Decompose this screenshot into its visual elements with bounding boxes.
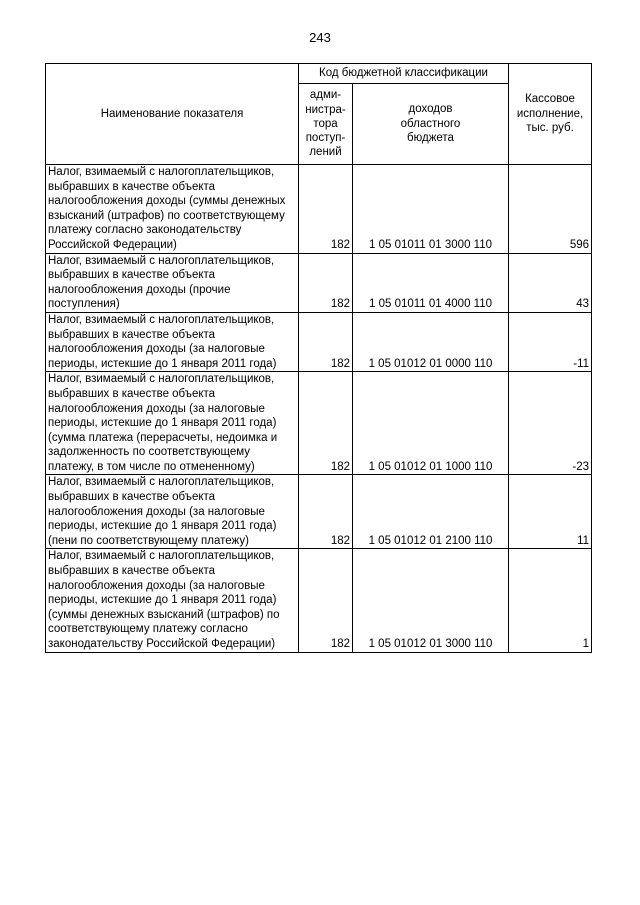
- indicator-name-cell: Налог, взимаемый с налогоплательщиков, выбравших в качестве объекта налогообложения доходы (суммы денежных взысканий (штрафов) по соответствующему платежу согласно законодательству Российской Федерации): [46, 165, 299, 254]
- admin-code-cell: 182: [299, 475, 353, 549]
- amount-cell: 43: [509, 253, 592, 312]
- table-row: [46, 475, 592, 549]
- amount-cell: 596: [509, 165, 592, 254]
- income-code-cell: 1 05 01012 01 1000 110: [353, 372, 509, 475]
- admin-code-cell: 182: [299, 549, 353, 652]
- header-income-code: доходов областного бюджета: [353, 84, 509, 165]
- budget-table: [45, 63, 592, 653]
- indicator-name-cell: Налог, взимаемый с налогоплательщиков, выбравших в качестве объекта налогообложения доходы (прочие поступления): [46, 253, 299, 312]
- table-body: [46, 165, 592, 653]
- income-code-cell: 1 05 01011 01 3000 110: [353, 165, 509, 254]
- table-row: [46, 549, 592, 652]
- table-row: [46, 165, 592, 254]
- indicator-name-cell: Налог, взимаемый с налогоплательщиков, выбравших в качестве объекта налогообложения доходы (за налоговые периоды, истекшие до 1 января 2011 года) (сумма платежа (перерасчеты, недоимка и задолженность по соответствующему платежу, в том числе по отмененному): [46, 372, 299, 475]
- indicator-name-cell: Налог, взимаемый с налогоплательщиков, выбравших в качестве объекта налогообложения доходы (за налоговые периоды, истекшие до 1 января 2011 года) (суммы денежных взысканий (штрафов) по соответствующему платежу согласно законодательству Российской Федерации): [46, 549, 299, 652]
- header-budget-code-group: Код бюджетной классификации: [299, 64, 509, 84]
- admin-code-cell: 182: [299, 253, 353, 312]
- page-number: 243: [309, 30, 331, 45]
- table-header: [46, 64, 592, 165]
- indicator-name-cell: Налог, взимаемый с налогоплательщиков, выбравших в качестве объекта налогообложения доходы (за налоговые периоды, истекшие до 1 января 2011 года) (пени по соответствующему платежу): [46, 475, 299, 549]
- indicator-name-cell: Налог, взимаемый с налогоплательщиков, выбравших в качестве объекта налогообложения доходы (за налоговые периоды, истекшие до 1 января 2011 года): [46, 312, 299, 371]
- admin-code-cell: 182: [299, 312, 353, 371]
- income-code-cell: 1 05 01012 01 2100 110: [353, 475, 509, 549]
- table-row: [46, 312, 592, 371]
- amount-cell: 11: [509, 475, 592, 549]
- header-name: Наименование показателя: [46, 64, 299, 165]
- header-amount: Кассовое исполнение, тыс. руб.: [509, 64, 592, 165]
- income-code-cell: 1 05 01012 01 0000 110: [353, 312, 509, 371]
- table-row: [46, 253, 592, 312]
- amount-cell: 1: [509, 549, 592, 652]
- table-row: [46, 372, 592, 475]
- amount-cell: -11: [509, 312, 592, 371]
- income-code-cell: 1 05 01011 01 4000 110: [353, 253, 509, 312]
- income-code-cell: 1 05 01012 01 3000 110: [353, 549, 509, 652]
- admin-code-cell: 182: [299, 372, 353, 475]
- admin-code-cell: 182: [299, 165, 353, 254]
- amount-cell: -23: [509, 372, 592, 475]
- header-admin: адми- нистра- тора поступ- лений: [299, 84, 353, 165]
